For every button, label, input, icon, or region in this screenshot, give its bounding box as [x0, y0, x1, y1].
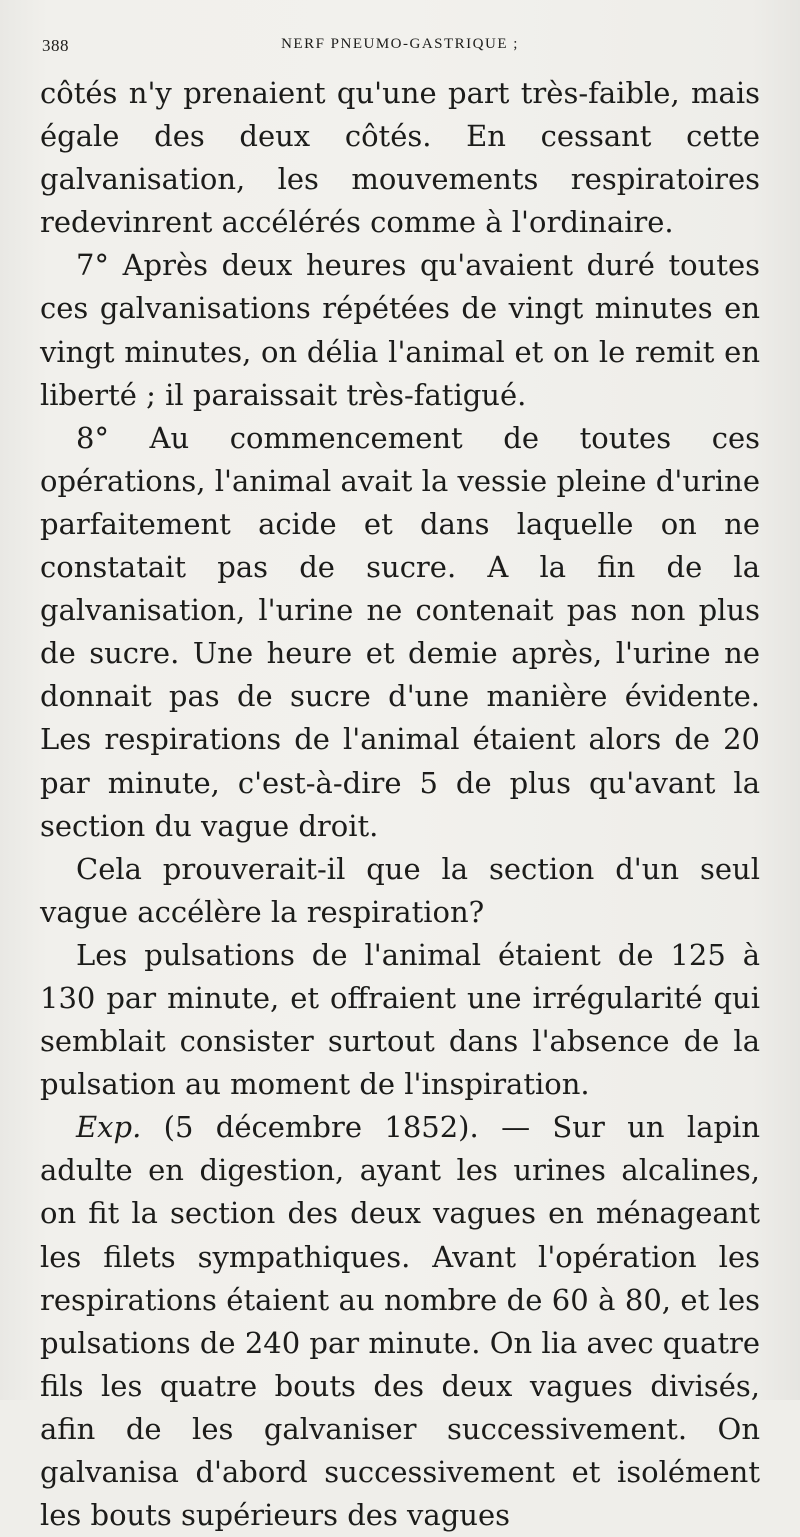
paragraph-pulsations: Les pulsations de l'animal étaient de 125 à 130 par minute, et offraient une irrégularité qui semblait consister surtout dans l'absence de la pulsation au moment de l'inspiration. [40, 937, 760, 1102]
page-header [42, 36, 758, 66]
paragraph-experiment [40, 1106, 760, 1537]
paragraph-point-7: 7° Après deux heures qu'avaient duré toutes ces galvanisations répétées de vingt minutes en vingt minutes, on délia l'animal et on le remit en liberté ; il paraissait très-fatigué. [40, 248, 760, 412]
paragraph-question: Cela prouverait-il que la section d'un seul vague accélère la respiration? [40, 851, 760, 929]
paragraph-continuation: côtés n'y prenaient qu'une part très-faible, mais égale des deux côtés. En cessant cette galvanisation, les mouvements respiratoires redevinrent accélérés comme à l'ordinaire. [40, 76, 760, 240]
paragraph-point-8: 8° Au commencement de toutes ces opérations, l'animal avait la vessie pleine d'urine parfaitement acide et dans laquelle on ne constatait pas de sucre. A la fin de la galvanisation, l'urine ne contenait pas non plus de sucre. Une heure et demie après, l'urine ne donnait pas de sucre d'une manière évidente. Les respirations de l'animal étaient alors de 20 par minute, c'est-à-dire 5 de plus qu'avant la section du vague droit. [40, 420, 760, 843]
running-head: NERF PNEUMO-GASTRIQUE ; [281, 36, 519, 52]
page-number: 388 [42, 36, 69, 55]
body-text [40, 72, 760, 1537]
experiment-text: (5 décembre 1852). — Sur un lapin adulte en digestion, ayant les urines alcalines, on fit la section des deux vagues en ménageant les filets sympathiques. Avant l'opération les respirations étaient au nombre de 60 à 80, et les pulsations de 240 par minute. On lia avec quatre fils les quatre bouts des deux vagues divisés, afin de les galvaniser successivement. On galvanisa d'abord successivement et isolément les bouts supérieurs des vagues [40, 1110, 760, 1533]
experiment-label: Exp. [76, 1110, 142, 1145]
